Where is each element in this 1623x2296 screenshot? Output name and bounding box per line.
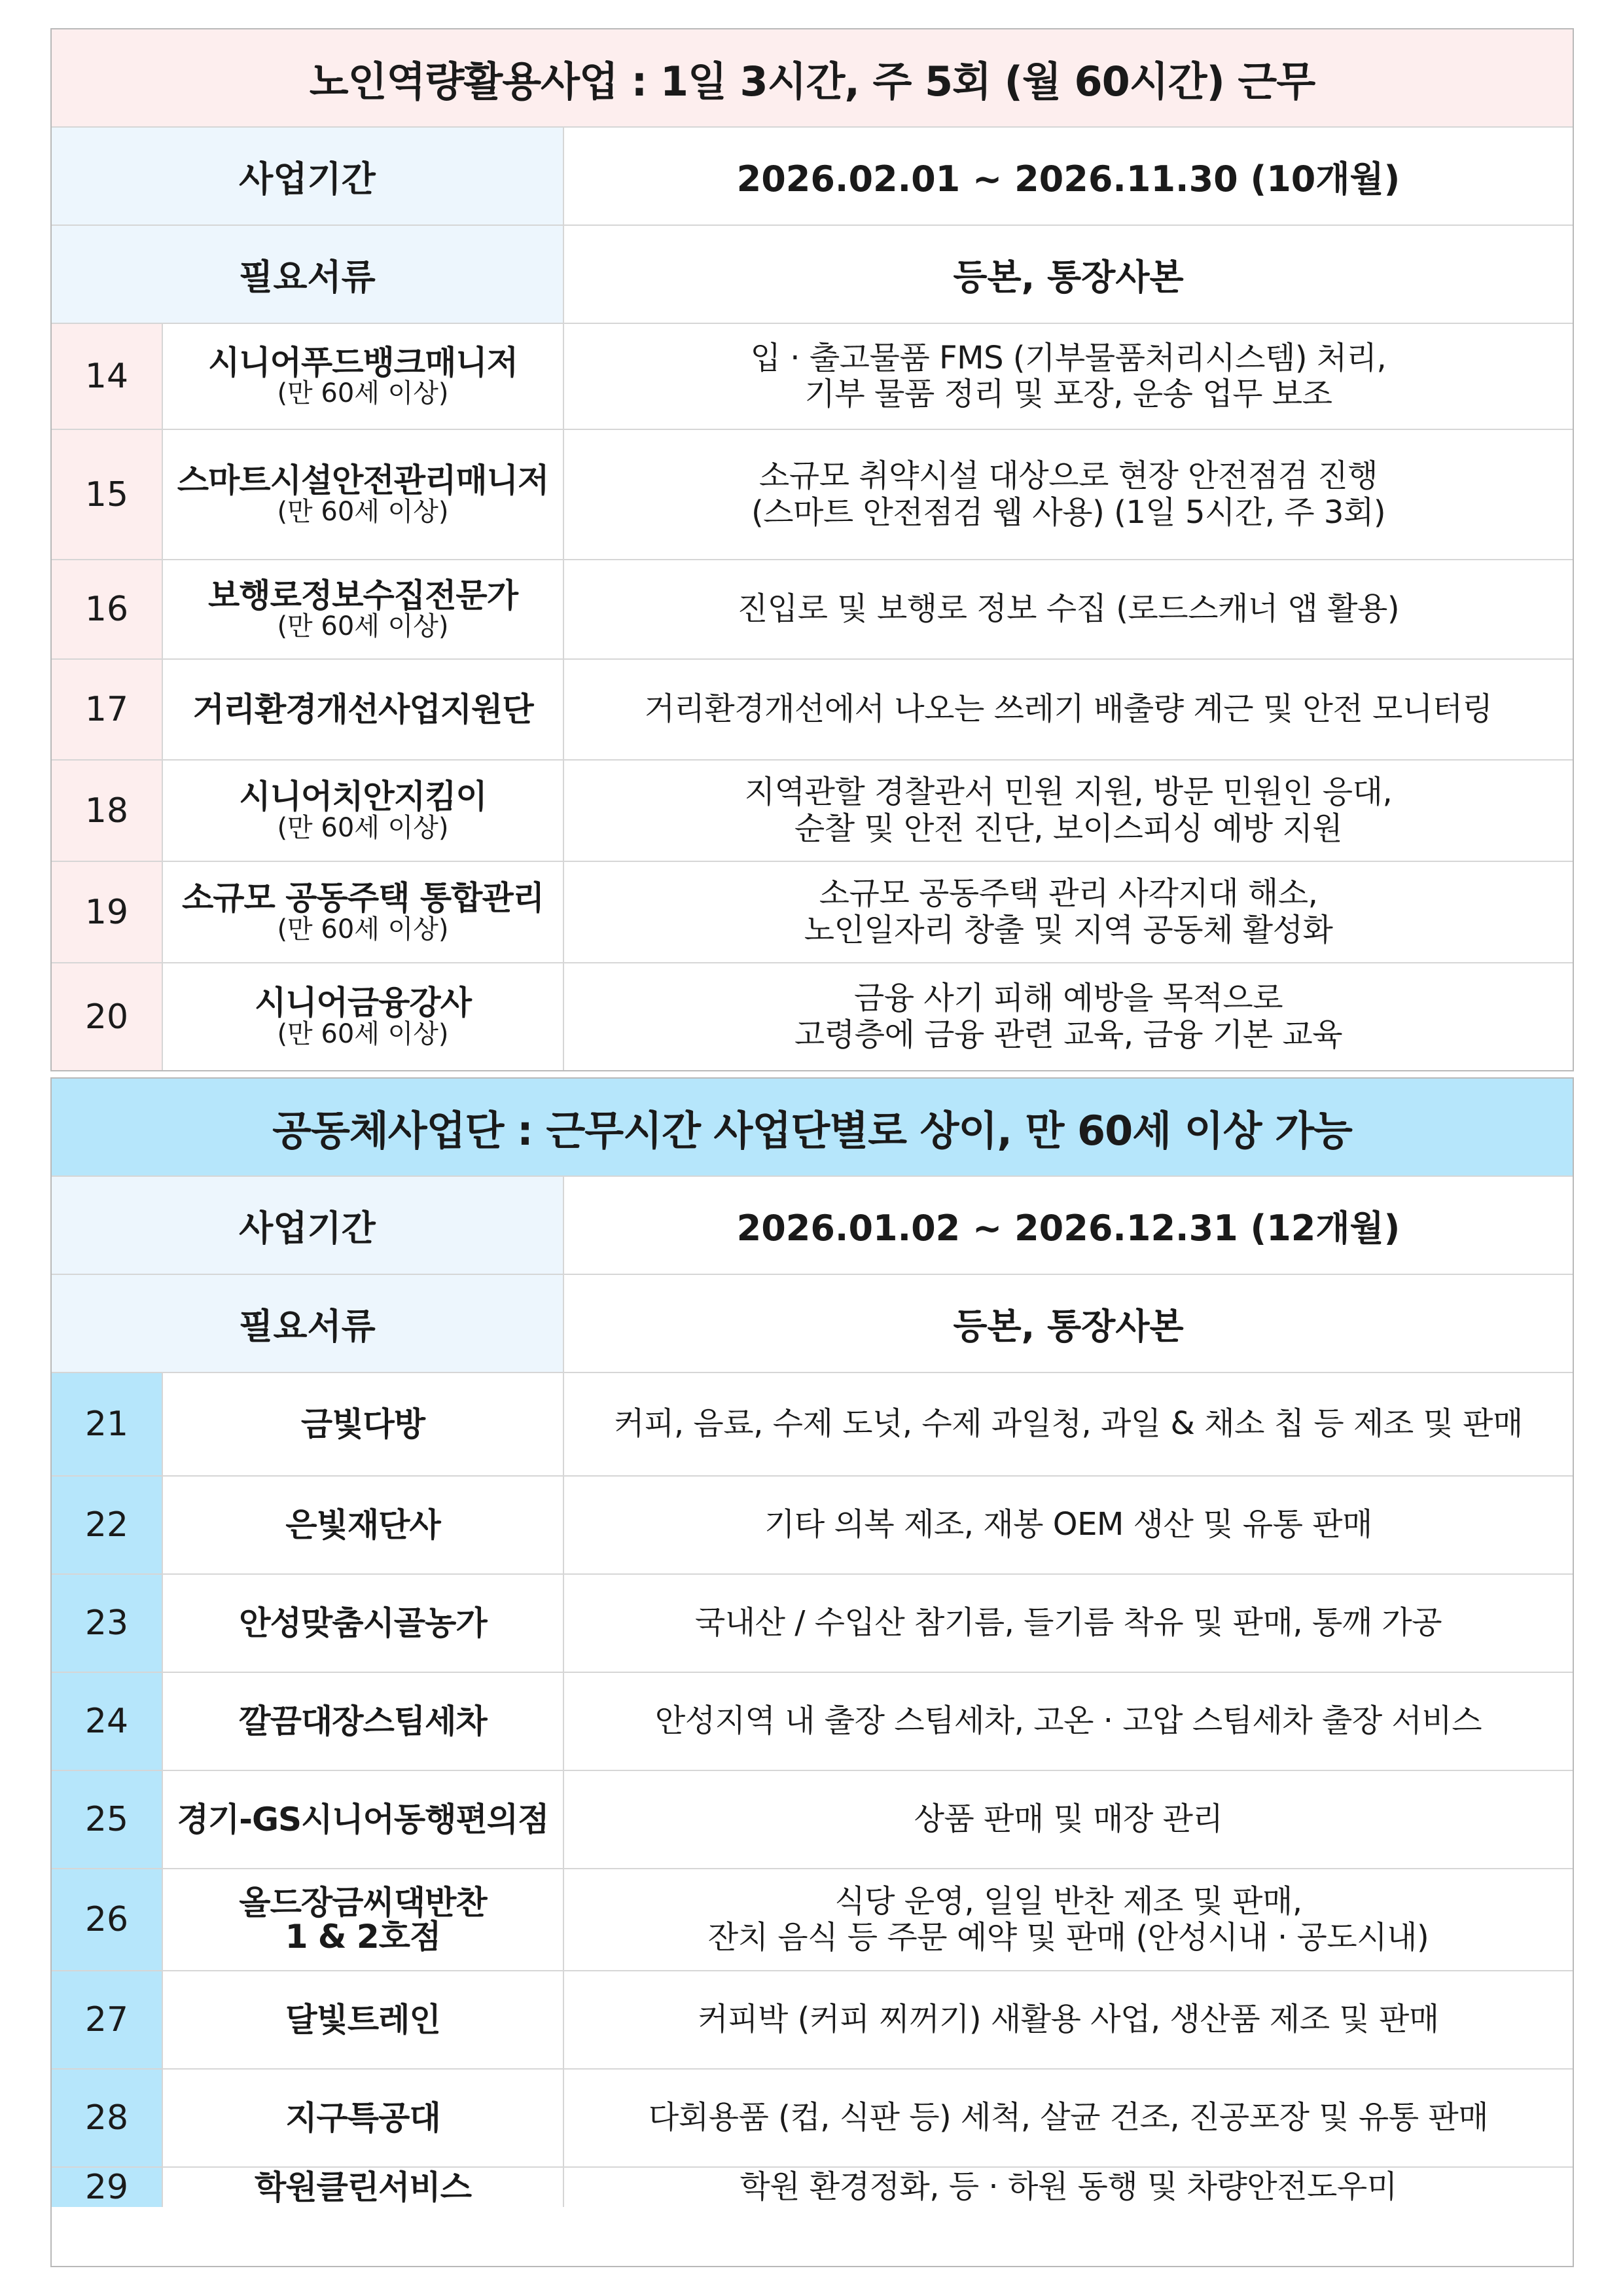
documents-value: 등본, 통장사본	[563, 225, 1573, 323]
description-line: 커피, 음료, 수제 도넛, 수제 과일청, 과일 & 채소 칩 등 제조 및 판매	[614, 1405, 1523, 1443]
description-line: 학원 환경정화, 등 · 하원 동행 및 차량안전도우미	[740, 2168, 1397, 2206]
job-name-cell	[162, 1869, 563, 1971]
period-label: 사업기간	[52, 1176, 563, 1274]
description-line: 기타 의복 제조, 재봉 OEM 생산 및 유통 판매	[764, 1506, 1372, 1543]
job-description	[563, 560, 1573, 659]
table-row	[52, 861, 1573, 963]
row-number: 15	[52, 429, 162, 560]
table-row	[52, 760, 1573, 861]
program-table	[52, 29, 1573, 1070]
job-name-cell	[162, 861, 563, 963]
description-line: 상품 판매 및 매장 관리	[914, 1801, 1223, 1838]
period-value: 2026.01.02 ~ 2026.12.31 (12개월)	[563, 1176, 1573, 1274]
job-branch-note: 1 & 2호점	[285, 1918, 441, 1956]
description-line: 소규모 공동주택 관리 사각지대 해소,	[819, 875, 1318, 912]
row-number: 23	[52, 1574, 162, 1672]
description-line: 국내산 / 수입산 참기름, 들기름 착유 및 판매, 통깨 가공	[694, 1604, 1442, 1641]
description-line: 입 · 출고물품 FMS (기부물품처리시스템) 처리,	[750, 339, 1387, 376]
job-description	[563, 1770, 1573, 1869]
job-name-cell	[162, 2167, 563, 2207]
row-number: 29	[52, 2167, 162, 2207]
job-description	[563, 2069, 1573, 2167]
row-number: 27	[52, 1971, 162, 2069]
row-number: 21	[52, 1372, 162, 1476]
row-number: 22	[52, 1476, 162, 1574]
job-name: 은빛재단사	[285, 1505, 440, 1544]
job-description	[563, 1372, 1573, 1476]
job-name-cell	[162, 659, 563, 760]
job-description	[563, 659, 1573, 760]
documents-value: 등본, 통장사본	[563, 1274, 1573, 1372]
job-description	[563, 1476, 1573, 1574]
section-community-business	[50, 1077, 1574, 2267]
job-name-cell	[162, 1476, 563, 1574]
job-name: 깔끔대장스팀세차	[239, 1702, 487, 1740]
job-age-note: (만 60세 이상)	[277, 611, 449, 642]
description-line: 금융 사기 피해 예방을 목적으로	[853, 980, 1283, 1017]
description-line: 커피박 (커피 찌꺼기) 새활용 사업, 생산품 제조 및 판매	[698, 2001, 1439, 2038]
table-row	[52, 1672, 1573, 1770]
description-line: 안성지역 내 출장 스팀세차, 고온 · 고압 스팀세차 출장 서비스	[654, 1702, 1482, 1740]
job-age-note: (만 60세 이상)	[277, 914, 449, 944]
table-row	[52, 1574, 1573, 1672]
job-description	[563, 963, 1573, 1070]
description-line: 진입로 및 보행로 정보 수집 (로드스캐너 앱 활용)	[737, 590, 1400, 628]
period-value: 2026.02.01 ~ 2026.11.30 (10개월)	[563, 127, 1573, 225]
description-line: 기부 물품 정리 및 포장, 운송 업무 보조	[804, 376, 1332, 412]
job-name: 시니어푸드뱅크매니저	[208, 343, 518, 382]
job-name: 소규모 공동주택 통합관리	[181, 879, 544, 918]
program-table	[52, 1079, 1573, 2207]
row-number: 24	[52, 1672, 162, 1770]
row-number: 14	[52, 323, 162, 429]
job-age-note: (만 60세 이상)	[277, 496, 449, 527]
period-label: 사업기간	[52, 127, 563, 225]
job-age-note: (만 60세 이상)	[277, 378, 449, 409]
job-name: 금빛다방	[300, 1405, 425, 1443]
job-name-cell	[162, 323, 563, 429]
job-age-note: (만 60세 이상)	[277, 1018, 449, 1049]
row-number: 17	[52, 659, 162, 760]
job-name: 보행로정보수집전문가	[208, 576, 518, 615]
section-title: 공동체사업단 : 근무시간 사업단별로 상이, 만 60세 이상 가능	[52, 1079, 1573, 1176]
description-line: 다회용품 (컵, 식판 등) 세척, 살균 건조, 진공포장 및 유통 판매	[648, 2099, 1489, 2136]
job-description	[563, 429, 1573, 560]
job-name: 시니어금융강사	[254, 984, 472, 1022]
row-number: 20	[52, 963, 162, 1070]
description-line: 거리환경개선에서 나오는 쓰레기 배출량 계근 및 안전 모니터링	[644, 691, 1493, 728]
job-description	[563, 323, 1573, 429]
job-description	[563, 2167, 1573, 2207]
job-description	[563, 1869, 1573, 1971]
table-row	[52, 1476, 1573, 1574]
job-name: 시니어치안지킴이	[239, 778, 487, 816]
job-description	[563, 1971, 1573, 2069]
row-number: 28	[52, 2069, 162, 2167]
row-number: 18	[52, 760, 162, 861]
job-age-note: (만 60세 이상)	[277, 812, 449, 843]
job-name-cell	[162, 429, 563, 560]
job-name-cell	[162, 963, 563, 1070]
description-line: (스마트 안전점검 웹 사용) (1일 5시간, 주 3회)	[751, 493, 1386, 531]
job-name: 안성맞춤시골농가	[239, 1604, 487, 1642]
job-name-cell	[162, 1971, 563, 2069]
job-name-cell	[162, 1672, 563, 1770]
job-name: 올드장금씨댁반찬	[239, 1883, 487, 1922]
row-number: 26	[52, 1869, 162, 1971]
job-name-cell	[162, 2069, 563, 2167]
description-line: 잔치 음식 등 주문 예약 및 판매 (안성시내 · 공도시내)	[707, 1919, 1429, 1956]
job-name: 지구특공대	[285, 2098, 440, 2137]
job-description	[563, 1574, 1573, 1672]
table-row	[52, 659, 1573, 760]
description-line: 순찰 및 안전 진단, 보이스피싱 예방 지원	[794, 810, 1343, 847]
table-row	[52, 560, 1573, 659]
table-row	[52, 429, 1573, 560]
table-row	[52, 1372, 1573, 1476]
job-name: 학원클린서비스	[254, 2168, 472, 2206]
job-name: 스마트시설안전관리매니저	[177, 461, 549, 500]
description-line: 지역관할 경찰관서 민원 지원, 방문 민원인 응대,	[744, 774, 1393, 811]
job-description	[563, 760, 1573, 861]
job-name-cell	[162, 760, 563, 861]
table-row	[52, 1770, 1573, 1869]
job-name: 달빛트레인	[285, 2000, 440, 2039]
table-row	[52, 323, 1573, 429]
table-row	[52, 2069, 1573, 2167]
description-line: 고령층에 금융 관련 교육, 금융 기본 교육	[794, 1016, 1343, 1053]
documents-label: 필요서류	[52, 1274, 563, 1372]
table-row	[52, 1869, 1573, 1971]
job-name-cell	[162, 1770, 563, 1869]
section-senior-capacity-program	[50, 28, 1574, 1071]
job-name-cell	[162, 1574, 563, 1672]
description-line: 식당 운영, 일일 반찬 제조 및 판매,	[834, 1882, 1302, 1920]
description-line: 소규모 취약시설 대상으로 현장 안전점검 진행	[758, 457, 1378, 495]
table-row	[52, 1971, 1573, 2069]
description-line: 노인일자리 창출 및 지역 공동체 활성화	[804, 911, 1333, 948]
job-name: 경기-GS시니어동행편의점	[177, 1800, 549, 1839]
table-row	[52, 963, 1573, 1070]
job-description	[563, 861, 1573, 963]
job-description	[563, 1672, 1573, 1770]
job-name: 거리환경개선사업지원단	[192, 690, 533, 728]
row-number: 25	[52, 1770, 162, 1869]
job-name-cell	[162, 1372, 563, 1476]
row-number: 19	[52, 861, 162, 963]
documents-label: 필요서류	[52, 225, 563, 323]
job-name-cell	[162, 560, 563, 659]
table-row	[52, 2167, 1573, 2207]
row-number: 16	[52, 560, 162, 659]
section-title: 노인역량활용사업 : 1일 3시간, 주 5회 (월 60시간) 근무	[52, 29, 1573, 127]
